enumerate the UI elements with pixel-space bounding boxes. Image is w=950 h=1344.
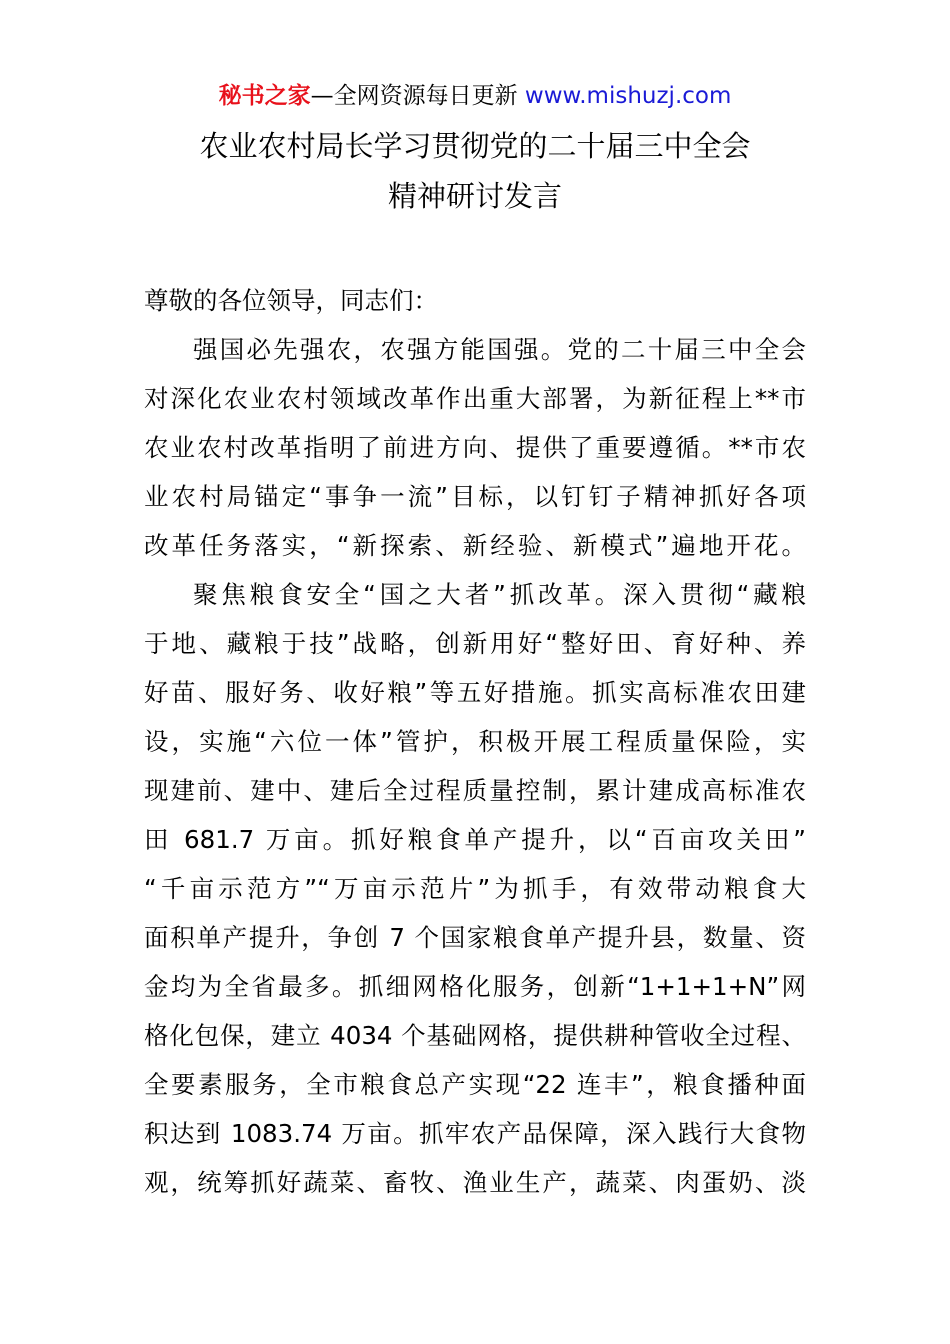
text-line: 观，统筹抓好蔬菜、畜牧、渔业生产，蔬菜、肉蛋奶、淡 <box>144 1168 806 1197</box>
text-line: 田 681.7 万亩。抓好粮食单产提升，以“百亩攻关田” <box>144 825 806 854</box>
text-line: 积达到 1083.74 万亩。抓牢农产品保障，深入践行大食物 <box>144 1119 806 1148</box>
text-line: 格化包保，建立 4034 个基础网格，提供耕种管收全过程、 <box>144 1021 806 1050</box>
brand-name: 秘书之家 <box>218 83 311 109</box>
text-line: 强国必先强农，农强方能国强。党的二十届三中全会 <box>193 335 806 364</box>
text-line: 农业农村改革指明了前进方向、提供了重要遵循。**市农 <box>144 433 806 462</box>
text-line: 业农村局锚定“事争一流”目标，以钉钉子精神抓好各项 <box>144 482 806 511</box>
text-line: 于地、藏粮于技”战略，创新用好“整好田、育好种、养 <box>144 629 806 658</box>
header-tagline: —全网资源每日更新 <box>310 83 525 109</box>
document-body <box>144 276 806 1207</box>
text-line: 金均为全省最多。抓细网格化服务，创新“1+1+1+N”网 <box>144 972 806 1001</box>
text-line: “千亩示范方”“万亩示范片”为抓手，有效带动粮食大 <box>144 874 806 903</box>
paragraph-1 <box>144 325 806 570</box>
paragraph-2 <box>144 570 806 1207</box>
text-line: 现建前、建中、建后全过程质量控制，累计建成高标准农 <box>144 776 806 805</box>
text-line: 聚焦粮食安全“国之大者”抓改革。深入贯彻“藏粮 <box>193 580 806 609</box>
site-header <box>0 80 950 112</box>
salutation: 尊敬的各位领导，同志们： <box>144 286 438 315</box>
text-line: 对深化农业农村领域改革作出重大部署，为新征程上**市 <box>144 384 806 413</box>
text-line: 全要素服务，全市粮食总产实现“22 连丰”，粮食播种面 <box>144 1070 806 1099</box>
text-line: 好苗、服好务、收好粮”等五好措施。抓实高标准农田建 <box>144 678 806 707</box>
text-line: 设，实施“六位一体”管护，积极开展工程质量保险，实 <box>144 727 806 756</box>
text-line: 面积单产提升，争创 7 个国家粮食单产提升县，数量、资 <box>144 923 806 952</box>
text-line: 改革任务落实，“新探索、新经验、新模式”遍地开花。 <box>144 531 806 560</box>
site-url[interactable]: www.mishuzj.com <box>524 83 732 109</box>
document-title-line-1: 农业农村局长学习贯彻党的二十届三中全会 <box>199 129 751 163</box>
document-title-line-2: 精神研讨发言 <box>387 179 562 213</box>
